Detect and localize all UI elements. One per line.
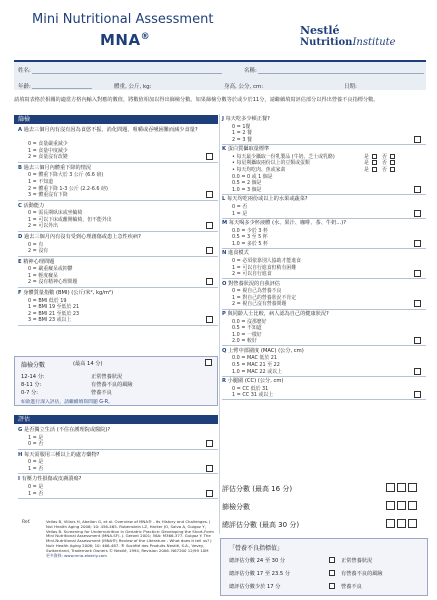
- answer-option: 1 = 否: [28, 465, 44, 472]
- answer-option: 1 = 輕度癡呆: [28, 272, 58, 279]
- k-no-label: 否: [382, 160, 387, 167]
- references-label: Ref.: [22, 520, 31, 525]
- question-m: [222, 220, 410, 227]
- question-c: [18, 203, 202, 210]
- mni-row-2-meaning: 有營養不良的風險: [341, 571, 383, 577]
- screening-score-max: (最高 14 分): [73, 361, 103, 367]
- k-yes-label: 是: [364, 160, 369, 167]
- answer-option: 2 = 可以自行進食: [232, 271, 272, 278]
- answer-option: 0 = 否: [28, 441, 44, 448]
- question-text: 身體質量指數 (BMI) (公斤/米², kg/m²): [23, 290, 114, 296]
- k-yes-box[interactable]: [372, 154, 377, 159]
- question-separator: [222, 218, 426, 219]
- k-yes-box[interactable]: [372, 167, 377, 172]
- question-l: [222, 196, 410, 203]
- question-separator: [18, 231, 218, 232]
- total-score-box-2[interactable]: [397, 519, 406, 528]
- question-letter: E: [18, 258, 22, 265]
- question-h: [18, 452, 202, 459]
- answer-option: 0 = 是: [28, 483, 44, 490]
- question-text: 每天喝多少杯液體 (水、果汁、咖啡、茶、牛奶...)?: [228, 220, 346, 227]
- first-name-field[interactable]: [258, 73, 424, 74]
- k-no-box[interactable]: [390, 160, 395, 165]
- k-no-label: 否: [382, 153, 387, 160]
- question-letter: N: [222, 250, 227, 257]
- answer-option: 1 = 是: [28, 434, 44, 441]
- mni-row-1-check[interactable]: [329, 557, 335, 563]
- question-separator: [18, 498, 218, 499]
- answer-option: 0 = 視自己為營養不良: [232, 288, 282, 295]
- answer-option: • 每天最少攝取一份乳製品 (牛奶、芝士或乳酪): [232, 153, 335, 160]
- age-field[interactable]: [32, 88, 92, 89]
- assessment-score-box-2[interactable]: [397, 483, 406, 492]
- answer-option: 1 = BMI 19 至低於 21: [28, 304, 80, 311]
- question-d: [18, 234, 202, 241]
- mni-row-1-meaning: 正常營養狀況: [341, 558, 373, 564]
- answer-option: 2 = 體重下降 1-3 公斤 (2.2-6.6 磅): [28, 185, 108, 192]
- question-letter: H: [18, 451, 23, 458]
- question-text: 上臂中部圍度 (MAC) (公分, cm): [228, 347, 304, 354]
- answer-option: 0 = 嚴重癡呆或抑鬱: [28, 266, 73, 273]
- answer-option: 0 = CC 低於 31: [232, 385, 269, 392]
- answer-option: 1 = 可以下床或離開輪椅，但不能外出: [28, 216, 112, 223]
- question-text: 蛋白質攝取量標準: [227, 146, 270, 153]
- question-i: [18, 476, 202, 483]
- assessment-score-label: 評估分數 (最高 16 分): [222, 485, 293, 493]
- range-1: 12-14 分:: [21, 374, 45, 380]
- answer-box-m[interactable]: [414, 240, 421, 247]
- first-name-label: 名稱:: [244, 68, 257, 74]
- screening-total-box-2[interactable]: [397, 501, 406, 510]
- question-letter: A: [18, 127, 23, 133]
- question-text: 精神心理問題: [23, 258, 55, 265]
- question-separator: [222, 278, 426, 279]
- mni-row-1-range: 總評估分數 24 至 30 分: [229, 558, 286, 564]
- form-subtitle: MNA®: [100, 31, 151, 49]
- date-label: 日期:: [344, 84, 357, 90]
- k-yes-label: 是: [364, 167, 369, 173]
- question-text: 過去三個月內有沒有受到心理創傷或患上急性疾病?: [23, 234, 141, 240]
- answer-box-q[interactable]: [414, 368, 421, 375]
- answer-box-h[interactable]: [206, 465, 213, 472]
- screening-score-label: 篩檢分數: [21, 362, 46, 369]
- question-separator: [18, 256, 218, 257]
- question-letter: O: [222, 280, 227, 287]
- question-letter: F: [18, 290, 22, 296]
- mni-row-3-meaning: 營養不良: [341, 584, 362, 590]
- assessment-section-title: 評估: [14, 415, 218, 424]
- continue-note: 如欲進行深入評估，請繼續填寫問題 G-R。: [21, 400, 113, 405]
- answer-option: 2.0 = 較好: [232, 338, 257, 345]
- answer-box-e[interactable]: [206, 278, 213, 285]
- k-yes-label: 是: [364, 153, 369, 160]
- answer-option: 0 = BMI 低於 19: [28, 297, 67, 304]
- question-a: [18, 127, 202, 134]
- answer-option: 0 = 食量嚴重減少: [28, 141, 68, 147]
- question-o: [222, 281, 410, 288]
- answer-option: 2 = 可以外出: [28, 223, 58, 230]
- answer-option: 0 = 否: [232, 203, 248, 210]
- question-q: [222, 348, 410, 355]
- total-score-label: 總評估分數 (最高 30 分): [222, 521, 300, 529]
- question-separator: [222, 248, 426, 249]
- screening-score-total-label: 篩檢分數: [222, 503, 250, 511]
- assessment-score-box-1[interactable]: [386, 483, 395, 492]
- logo-line-2: NutritionInstitute: [300, 37, 396, 48]
- answer-option: 0.0 = 少於 3 杯: [232, 227, 268, 234]
- answer-option: 0.0 = 沒那麼好: [232, 318, 267, 325]
- answer-option: 1 = 對自己的營養狀況不肯定: [232, 294, 297, 301]
- screening-section-title: 篩檢: [14, 115, 218, 124]
- answer-option: 2 = 視自己沒有營養問題: [232, 301, 287, 308]
- question-separator: [18, 287, 218, 288]
- question-text: 對營養狀況的自我評估: [228, 280, 280, 287]
- question-letter: M: [222, 220, 228, 227]
- question-f: [18, 290, 202, 297]
- answer-box-i[interactable]: [206, 490, 213, 497]
- answer-option: • 每天均吃肉、魚或家禽: [232, 167, 286, 173]
- mni-row-2-range: 總評估分數 17 至 23.5 分: [229, 571, 291, 577]
- answer-option: 0.0 = MAC 低於 21: [232, 355, 277, 362]
- range-2: 8-11 分:: [21, 382, 42, 388]
- question-separator: [222, 309, 426, 310]
- question-separator: [222, 376, 426, 377]
- total-score-box-1[interactable]: [386, 519, 395, 528]
- mni-row-3-check[interactable]: [329, 583, 335, 589]
- answer-option: 2 = 3 餐: [232, 136, 252, 143]
- answer-option: 0.0 = 0 或 1 個是: [232, 173, 273, 180]
- question-letter: B: [18, 164, 22, 171]
- question-letter: R: [222, 378, 226, 385]
- question-text: 小腿圍 (CC) (公分, cm): [227, 378, 284, 385]
- screening-score-box: [14, 356, 218, 406]
- form-title: Mini Nutritional Assessment: [32, 12, 214, 27]
- answer-option: 0.5 = 2 個是: [232, 180, 262, 187]
- question-separator: [222, 345, 426, 346]
- answer-option: 0 = 體重下降大於 3 公斤 (6.6 磅): [28, 172, 104, 179]
- answer-box-b[interactable]: [206, 191, 213, 198]
- k-no-box[interactable]: [390, 154, 395, 159]
- question-letter: D: [18, 234, 23, 240]
- weight-label: 體重, 公斤, kg:: [114, 84, 152, 90]
- answer-option: 2 = 沒有: [28, 248, 49, 255]
- answer-option: • 每星期攝取兩份以上的豆類或蛋類: [232, 160, 310, 167]
- question-separator: [18, 325, 218, 326]
- answer-option: 2 = BMI 21 至低於 23: [28, 310, 80, 317]
- answer-box-g[interactable]: [206, 440, 213, 447]
- question-text: 進食模式: [228, 250, 249, 257]
- answer-box-k[interactable]: [414, 186, 421, 193]
- k-no-label: 否: [382, 167, 387, 173]
- question-text: 是否獨立生活 (不住在護理院或醫院)?: [23, 427, 111, 433]
- answer-option: 0.5 = 3 至 5 杯: [232, 234, 268, 241]
- question-letter: J: [222, 116, 224, 122]
- answer-box-c[interactable]: [206, 222, 213, 229]
- mni-title: 「營養不良指標值」: [229, 545, 284, 552]
- question-separator: [18, 200, 218, 201]
- patient-info-bar: [14, 60, 426, 90]
- question-separator: [222, 144, 426, 145]
- answer-box-n[interactable]: [414, 270, 421, 277]
- malnutrition-indicator-box: [220, 538, 428, 596]
- mni-row-3-range: 總評估分數少於 17 分: [229, 584, 281, 590]
- question-text: 每天吃多少頓正餐?: [225, 116, 270, 122]
- nestle-nutrition-institute-logo: [300, 24, 435, 52]
- range-2-meaning: 有營養不良的風險: [91, 382, 133, 388]
- question-text: 每天需服用三種以上的處方藥物?: [24, 451, 100, 458]
- answer-option: 1.0 = 多於 5 杯: [232, 240, 268, 247]
- screening-total-box-1[interactable]: [386, 501, 395, 510]
- question-text: 與同齡人士比較，病人認為自己的健康狀況?: [227, 311, 329, 317]
- question-r: [222, 378, 410, 385]
- question-e: [18, 259, 202, 266]
- answer-option: 1 = 食量中度減少: [28, 147, 68, 154]
- logo-line-1: Nestlé: [300, 24, 340, 37]
- answer-box-o[interactable]: [414, 300, 421, 307]
- references-text: Vellas B, Villars H, Abellan G, et al. Overview of MNA® - Its History and Challenges. J Nut Health Aging 2006; 10: 456-465. Rubenstein LZ, Harker JO, Salva A, Guigoz Y, Vellas B. Screening for Undernutrition in Geriatric Practice: Developing the Short-Form Mini Nutritional Assessment (MNA-SF). J. Geront 2001; 56A: M366-377. Guigoz Y. The Mini-Nutritional Assessment (MNA®) Review of the Literature - What does it tell us? J Nutr Health Aging 2006; 10: 466-487. ® Société des Produits Nestlé, S.A., Vevey, Switzerland, Trademark Owners © Nestlé, 1994, Revision 2006. N67200 12/99 10M 更多資料: www.mna-elderly.com: [46, 519, 214, 558]
- mni-row-2-check[interactable]: [329, 570, 335, 576]
- question-separator: [18, 449, 218, 450]
- answer-option: 0 = 必須依靠別人協助才能進食: [232, 257, 302, 264]
- question-text: 過去三個月內有沒有因為食慾不振、消化問題、咀嚼或吞嚥困難而減少食量?: [23, 127, 198, 133]
- answer-option: 2 = 食量沒有改變: [28, 154, 68, 161]
- answer-option: 0.5 = MAC 21 至 22: [232, 362, 280, 368]
- answer-option: 1.0 = MAC 22 或以上: [232, 368, 282, 375]
- answer-box-f[interactable]: [206, 316, 213, 323]
- range-1-meaning: 正常營養狀況: [91, 374, 123, 380]
- answer-option: 0 = 需長期臥床或坐輪椅: [28, 210, 83, 217]
- question-letter: G: [18, 427, 23, 433]
- question-p: [222, 311, 410, 318]
- answer-option: 1 = 不知道: [28, 178, 53, 185]
- answer-option: 1 = 可以自行進食但稍有困難: [232, 264, 297, 271]
- surname-field[interactable]: [32, 73, 222, 74]
- k-yes-box[interactable]: [372, 160, 377, 165]
- answer-box-d[interactable]: [206, 247, 213, 254]
- question-text: 有壓力性損傷或皮膚潰瘍?: [21, 476, 82, 483]
- answer-option: 0 = 1餐: [232, 123, 251, 130]
- answer-option: 0 = 有: [28, 241, 44, 248]
- question-letter: I: [18, 476, 20, 483]
- height-label: 身高, 公分, cm:: [224, 84, 264, 90]
- age-label: 年齡:: [18, 84, 31, 90]
- answer-box-p[interactable]: [414, 337, 421, 344]
- screening-total-box-3[interactable]: [408, 501, 417, 510]
- question-text: 每天均吃兩份或以上的水果或蔬菜?: [226, 196, 308, 203]
- answer-option: 1 = CC 31 或以上: [232, 392, 274, 399]
- range-3-meaning: 營養不良: [91, 390, 112, 396]
- question-letter: C: [18, 202, 22, 209]
- question-separator: [222, 399, 426, 400]
- total-score-box-3[interactable]: [408, 519, 417, 528]
- answer-option: 3 = BMI 23 或以上: [28, 317, 72, 324]
- question-letter: Q: [222, 347, 227, 354]
- question-text: 過去三個月內體重下降的情況: [23, 164, 92, 171]
- question-letter: P: [222, 311, 226, 317]
- answer-option: 1.0 = 一樣好: [232, 331, 262, 338]
- question-separator: [18, 162, 218, 163]
- question-g: [18, 427, 202, 434]
- answer-box-j[interactable]: [414, 136, 421, 143]
- answer-box-a[interactable]: [206, 153, 213, 160]
- answer-option: 0.5 = 不知道: [232, 325, 262, 332]
- assessment-score-box-3[interactable]: [408, 483, 417, 492]
- question-j: [222, 116, 410, 123]
- question-text: 活動能力: [23, 202, 45, 209]
- question-separator: [18, 473, 218, 474]
- answer-option: 2 = 沒有精神心理問題: [28, 279, 78, 286]
- instructions-text: 請填寫表格於相關的適當方格內輸入對應的數值，將數值相加以得出篩檢分數。如果篩檢分數等於或少於11分，請繼續填寫評估部分以得出營養不良指標分數。: [14, 97, 379, 103]
- question-n: [222, 250, 410, 257]
- answer-option: 1 = 否: [28, 490, 44, 497]
- screening-score-box-1[interactable]: [205, 359, 212, 366]
- answer-option: 1 = 2 餐: [232, 130, 252, 137]
- range-3: 0-7 分:: [21, 390, 39, 396]
- answer-option: 0 = 是: [28, 459, 44, 466]
- answer-option: 1.0 = 3 個是: [232, 186, 262, 193]
- surname-label: 姓名:: [18, 68, 31, 74]
- question-b: [18, 165, 202, 172]
- answer-option: 3 = 體重沒有下降: [28, 192, 68, 199]
- column-divider: [219, 114, 220, 534]
- k-no-box[interactable]: [390, 167, 395, 172]
- question-letter: L: [222, 196, 226, 203]
- question-separator: [222, 194, 426, 195]
- question-letter: K: [222, 146, 227, 153]
- question-k: [222, 146, 410, 153]
- answer-box-r[interactable]: [414, 391, 421, 398]
- answer-option: 1 = 是: [232, 210, 248, 217]
- answer-box-l[interactable]: [414, 210, 421, 217]
